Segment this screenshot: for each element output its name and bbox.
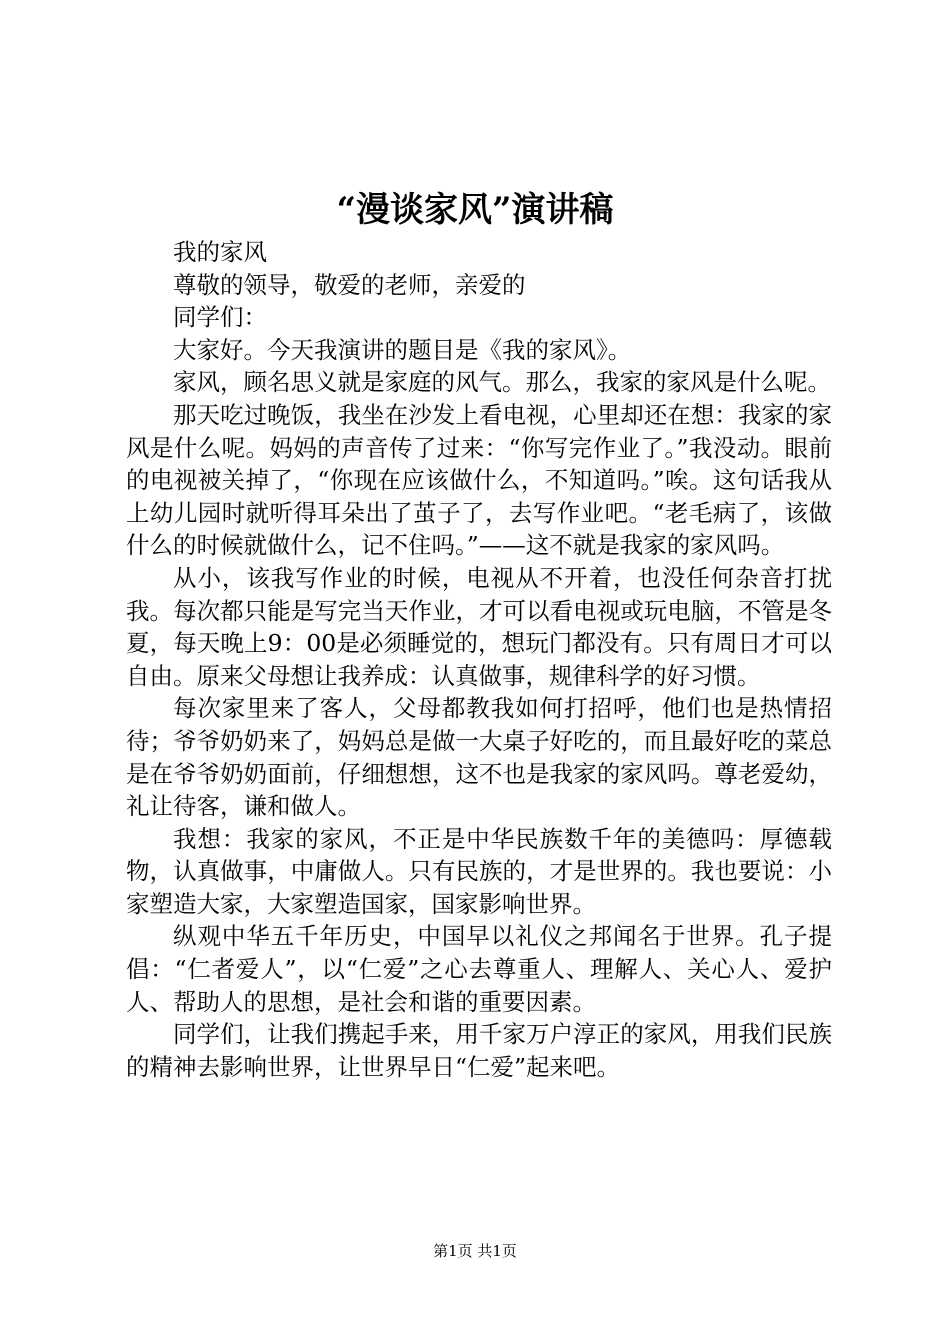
paragraph: 同学们，让我们携起手来，用千家万户淳正的家风，用我们民族的精神去影响世界，让世界早日“仁爱”起来吧。 — [126, 1020, 832, 1081]
paragraph: 那天吃过晚饭，我坐在沙发上看电视，心里却还在想：我家的家风是什么呢。妈妈的声音传了过来：“你写完作业了。”我没动。眼前的电视被关掉了，“你现在应该做什么，不知道吗。”唉。这句话我从上幼儿园时就听得耳朵出了茧子了，去写作业吧。“老毛病了，该做什么的时候就做什么，记不住吗。”——这不就是我家的家风吗。 — [126, 400, 832, 560]
paragraph: 尊敬的领导，敬爱的老师，亲爱的 — [173, 270, 526, 299]
paragraph: 家风，顾名思义就是家庭的风气。那么，我家的家风是什么呢。 — [173, 368, 831, 397]
document-title: “漫谈家风”演讲稿 — [336, 190, 614, 230]
document-body — [126, 236, 832, 1083]
paragraph: 我想：我家的家风，不正是中华民族数千年的美德吗：厚德载物，认真做事，中庸做人。只有民族的，才是世界的。我也要说：小家塑造大家，大家塑造国家，国家影响世界。 — [126, 824, 832, 918]
paragraph: 大家好。今天我演讲的题目是《我的家风》。 — [173, 335, 632, 364]
paragraph: 从小，该我写作业的时候，电视从不开着，也没任何杂音打扰我。每次都只能是写完当天作业，才可以看电视或玩电脑，不管是冬夏，每天晚上9：00是必须睡觉的，想玩门都没有。只有周日才可以自由。原来父母想让我养成：认真做事，规律科学的好习惯。 — [126, 563, 832, 690]
page-footer: 第1页 共1页 — [433, 1242, 517, 1260]
paragraph: 我的家风 — [173, 238, 267, 266]
paragraph: 纵观中华五千年历史，中国早以礼仪之邦闻名于世界。孔子提倡：“仁者爱人”，以“仁爱”之心去尊重人、理解人、关心人、爱护人、帮助人的思想，是社会和谐的重要因素。 — [126, 922, 832, 1016]
paragraph: 每次家里来了客人，父母都教我如何打招呼，他们也是热情招待；爷爷奶奶来了，妈妈总是做一大桌子好吃的，而且最好吃的菜总是在爷爷奶奶面前，仔细想想，这不也是我家的家风吗。尊老爱幼，礼让待客，谦和做人。 — [126, 694, 832, 821]
paragraph: 同学们： — [173, 303, 267, 332]
